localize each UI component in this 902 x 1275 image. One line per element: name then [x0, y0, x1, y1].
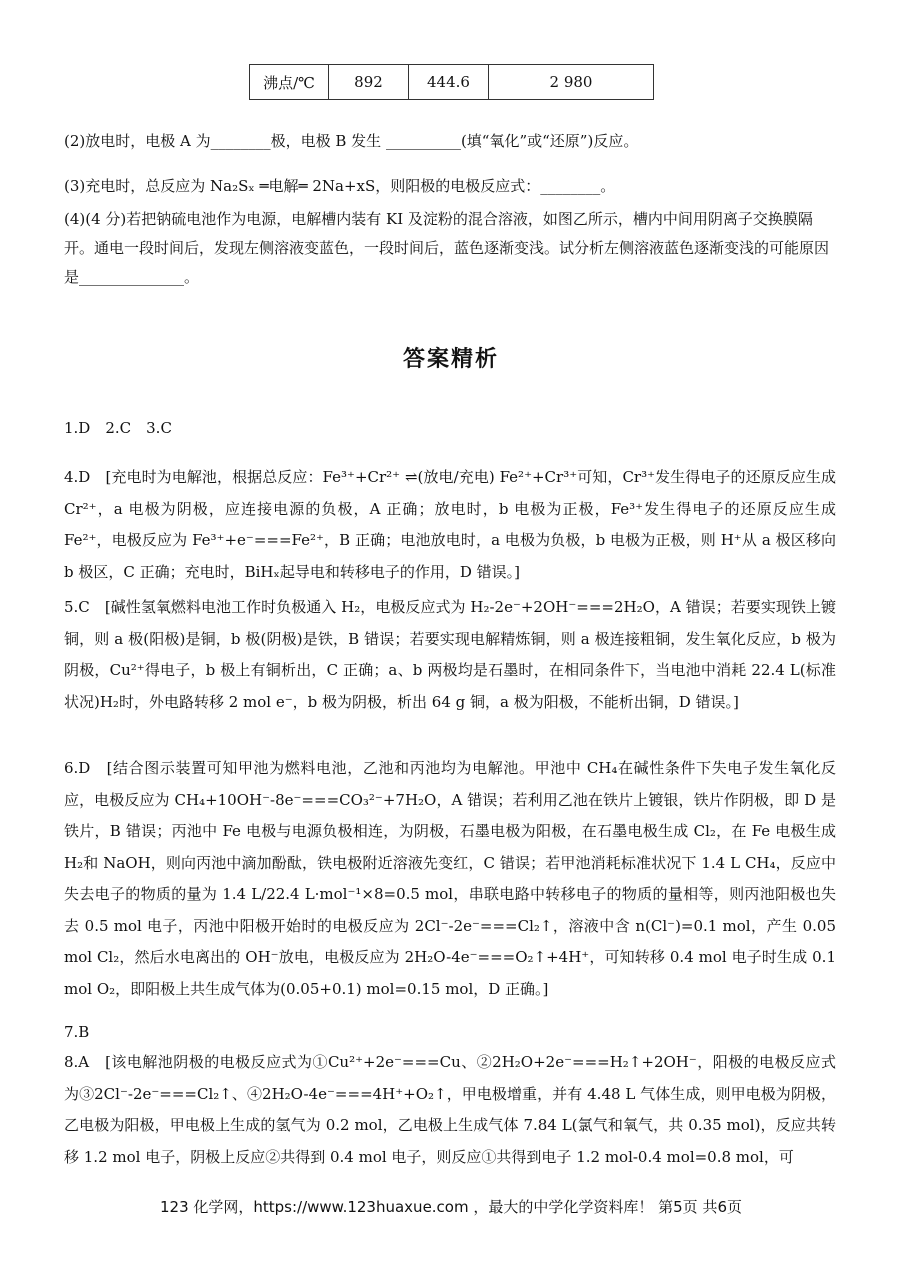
table-row — [250, 65, 654, 100]
answer-item: 6.D [结合图示装置可知甲池为燃料电池，乙池和丙池均为电解池。甲池中 CH₄在碱性条件下失电子发生氧化反应，电极反应为 CH₄+10OH⁻-8e⁻===CO₃²⁻+7H₂O，A 错误；若利用乙池在铁片上镀银，铁片作阴极，即 D 是铁片，B 错误；丙池中 Fe 电极与电源负极相连，为阴极，石墨电极为阳极，在石墨电极生成 Cl₂，在 Fe 电极生成 H₂和 NaOH，则向丙池中滴加酚酞，铁电极附近溶液先变红，C 错误；若甲池消耗标准状况下 1.4 L CH₄，反应中失去电子的物质的量为 1.4 L/22.4 L·mol⁻¹×8=0.5 mol，串联电路中转移电子的物质的量相等，则丙池阳极也失去 0.5 mol 电子，丙池中阳极开始时的电极反应为 2Cl⁻-2e⁻===Cl₂↑，溶液中含 n(Cl⁻)=0.1 mol，产生 0.05 mol Cl₂，然后水电离出的 OH⁻放电，电极反应为 2H₂O-4e⁻===O₂↑+4H⁺，可知转移 0.4 mol 电子时生成 0.1 mol O₂，即阳极上共生成气体为(0.05+0.1) mol=0.15 mol，D 正确。] — [64, 759, 836, 998]
answer-heading: 答案精析 — [402, 346, 499, 372]
answer-item: 1.D 2.C 3.C — [64, 419, 172, 437]
table-cell-value: 2 980 — [489, 65, 654, 100]
table-cell-value: 444.6 — [409, 65, 489, 100]
boiling-point-table — [249, 64, 654, 100]
table-cell-value: 892 — [329, 65, 409, 100]
question-4: (4)(4 分)若把钠硫电池作为电源，电解槽内装有 KI 及淀粉的混合溶液，如图乙所示，槽内中间用阴离子交换膜隔开。通电一段时间后，发现左侧溶液变蓝色，一段时间后，蓝色逐渐变浅。试分析左侧溶液蓝色逐渐变浅的可能原因是______________。 — [64, 210, 830, 286]
question-3: (3)充电时，总反应为 Na₂Sₓ ═电解═ 2Na+xS，则阳极的电极反应式：________。 — [64, 177, 616, 195]
answer-item: 5.C [碱性氢氧燃料电池工作时负极通入 H₂，电极反应式为 H₂-2e⁻+2OH⁻===2H₂O，A 错误；若要实现铁上镀铜，则 a 极(阳极)是铜，b 极(阴极)是铁，B 错误；若要实现电解精炼铜，则 a 极连接粗铜，发生氧化反应，b 极为阴极，Cu²⁺得电子，b 极上有铜析出，C 正确；a、b 两极均是石墨时，在相同条件下，当电池中消耗 22.4 L(标准状况)H₂时，外电路转移 2 mol e⁻，b 极为阴极，析出 64 g 铜，a 极为阳极，不能析出铜，D 错误。] — [64, 598, 836, 711]
page-footer: 123 化学网，https://www.123huaxue.com ，最大的中学化学资料库！ 第5页 共6页 — [159, 1198, 742, 1216]
answer-item: 8.A [该电解池阴极的电极反应式为①Cu²⁺+2e⁻===Cu、②2H₂O+2e⁻===H₂↑+2OH⁻，阳极的电极反应式为③2Cl⁻-2e⁻===Cl₂↑、④2H₂O-4e⁻===4H⁺+O₂↑，甲电极增重，并有 4.48 L 气体生成，则甲电极为阴极，乙电极为阳极，甲电极上生成的氢气为 0.2 mol，乙电极上生成气体 7.84 L(氯气和氧气，共 0.35 mol)，反应共转移 1.2 mol 电子，阴极上反应②共得到 0.4 mol 电子，则反应①共得到电子 1.2 mol-0.4 mol=0.8 mol，可 — [64, 1053, 836, 1166]
table-cell-label: 沸点/℃ — [250, 65, 329, 100]
question-2: (2)放电时，电极 A 为________极，电极 B 发生 __________(填“氧化”或“还原”)反应。 — [64, 132, 639, 150]
answer-item: 7.B — [64, 1023, 90, 1041]
answer-item: 4.D [充电时为电解池，根据总反应：Fe³⁺+Cr²⁺ ⇌(放电/充电) Fe²⁺+Cr³⁺可知，Cr³⁺发生得电子的还原反应生成 Cr²⁺，a 电极为阴极，应连接电源的负极，A 正确；放电时，b 电极为正极，Fe³⁺发生得电子的还原反应生成 Fe²⁺，电极反应为 Fe³⁺+e⁻===Fe²⁺，B 正确；电池放电时，a 电极为负极，b 电极为正极，则 H⁺从 a 极区移向 b 极区，C 正确；充电时，BiHₓ起导电和转移电子的作用，D 错误。] — [64, 468, 836, 581]
